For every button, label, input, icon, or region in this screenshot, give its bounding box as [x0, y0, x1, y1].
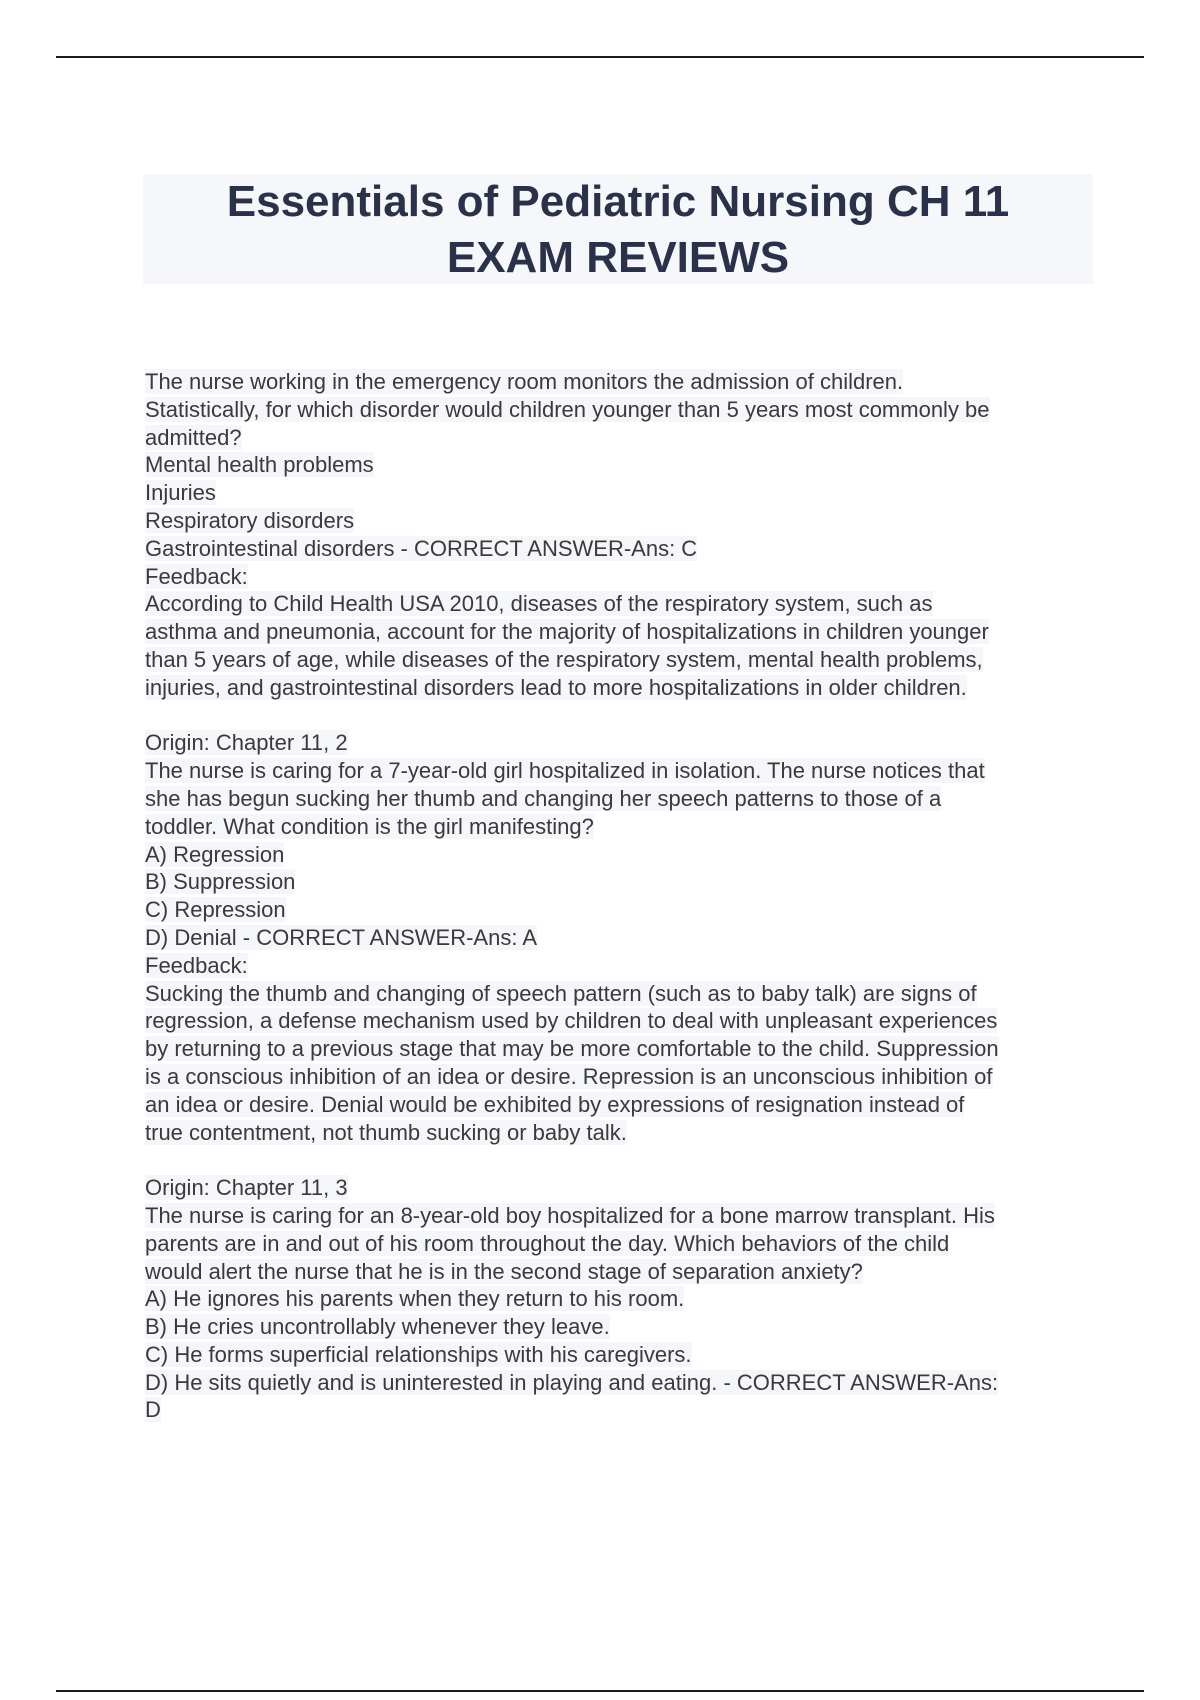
q1-stem-line-2: Statistically, for which disorder would children younger than 5 years most commonly be: [145, 396, 990, 422]
q2-option-a: A) Regression: [145, 841, 285, 867]
q1-feedback-label: Feedback:: [145, 563, 248, 589]
document-body: [145, 368, 1145, 1424]
q3-stem-line-2: parents are in and out of his room throughout the day. Which behaviors of the child: [145, 1230, 950, 1256]
q3-stem-line-3: would alert the nurse that he is in the second stage of separation anxiety?: [145, 1258, 863, 1284]
bottom-divider: [56, 1690, 1144, 1692]
q2-stem-line-1: The nurse is caring for a 7-year-old girl hospitalized in isolation. The nurse notices that: [145, 758, 985, 784]
q3-option-c: C) He forms superficial relationships with his caregivers.: [145, 1341, 692, 1367]
q1-stem-line-1: The nurse working in the emergency room monitors the admission of children.: [145, 369, 904, 394]
q1-stem-line-3: admitted?: [145, 424, 242, 450]
q1-option-1: Mental health problems: [145, 452, 374, 478]
page-title-line-1: Essentials of Pediatric Nursing CH 11: [226, 177, 1010, 226]
q2-stem-line-2: she has begun sucking her thumb and changing her speech patterns to those of a: [145, 785, 942, 811]
q2-feedback-line-5: an idea or desire. Denial would be exhibited by expressions of resignation instead of: [145, 1091, 965, 1117]
q2-feedback-line-1: Sucking the thumb and changing of speech pattern (such as to baby talk) are signs of: [145, 980, 977, 1006]
q3-option-b: B) He cries uncontrollably whenever they leave.: [145, 1314, 610, 1340]
q2-option-d-answer: D) Denial - CORRECT ANSWER-Ans: A: [145, 924, 538, 950]
q2-feedback-line-2: regression, a defense mechanism used by children to deal with unpleasant experiences: [145, 1008, 998, 1034]
q1-option-2: Injuries: [145, 480, 216, 506]
q3-origin: Origin: Chapter 11, 3: [145, 1175, 348, 1201]
q1-feedback-line-3: than 5 years of age, while diseases of the respiratory system, mental health problems,: [145, 646, 983, 672]
q2-stem-line-3: toddler. What condition is the girl manifesting?: [145, 813, 594, 839]
q2-feedback-line-6: true contentment, not thumb sucking or baby talk.: [145, 1119, 627, 1145]
q3-stem-line-1: The nurse is caring for an 8-year-old boy hospitalized for a bone marrow transplant. His: [145, 1202, 995, 1228]
q2-option-c: C) Repression: [145, 897, 286, 923]
q1-option-4-answer: Gastrointestinal disorders - CORRECT ANSWER-Ans: C: [145, 535, 698, 561]
q1-option-3: Respiratory disorders: [145, 507, 355, 533]
q2-origin: Origin: Chapter 11, 2: [145, 730, 348, 756]
page-title-line-2: EXAM REVIEWS: [446, 233, 790, 282]
title-block: [143, 174, 1093, 284]
top-divider: [56, 56, 1144, 58]
spacer: [145, 702, 1145, 730]
spacer: [145, 1146, 1145, 1174]
q2-option-b: B) Suppression: [145, 869, 296, 895]
q3-answer-continuation: D: [145, 1397, 161, 1423]
q3-option-d-answer: D) He sits quietly and is uninterested in playing and eating. - CORRECT ANSWER-Ans:: [145, 1369, 999, 1395]
q2-feedback-line-3: by returning to a previous stage that may be more comfortable to the child. Suppression: [145, 1036, 999, 1062]
q1-feedback-line-1: According to Child Health USA 2010, diseases of the respiratory system, such as: [145, 591, 933, 617]
q3-option-a: A) He ignores his parents when they return to his room.: [145, 1286, 685, 1312]
q1-feedback-line-2: asthma and pneumonia, account for the majority of hospitalizations in children younger: [145, 619, 989, 645]
q2-feedback-label: Feedback:: [145, 952, 248, 978]
q2-feedback-line-4: is a conscious inhibition of an idea or desire. Repression is an unconscious inhibition of: [145, 1063, 993, 1089]
q1-feedback-line-4: injuries, and gastrointestinal disorders lead to more hospitalizations in older children.: [145, 674, 967, 700]
